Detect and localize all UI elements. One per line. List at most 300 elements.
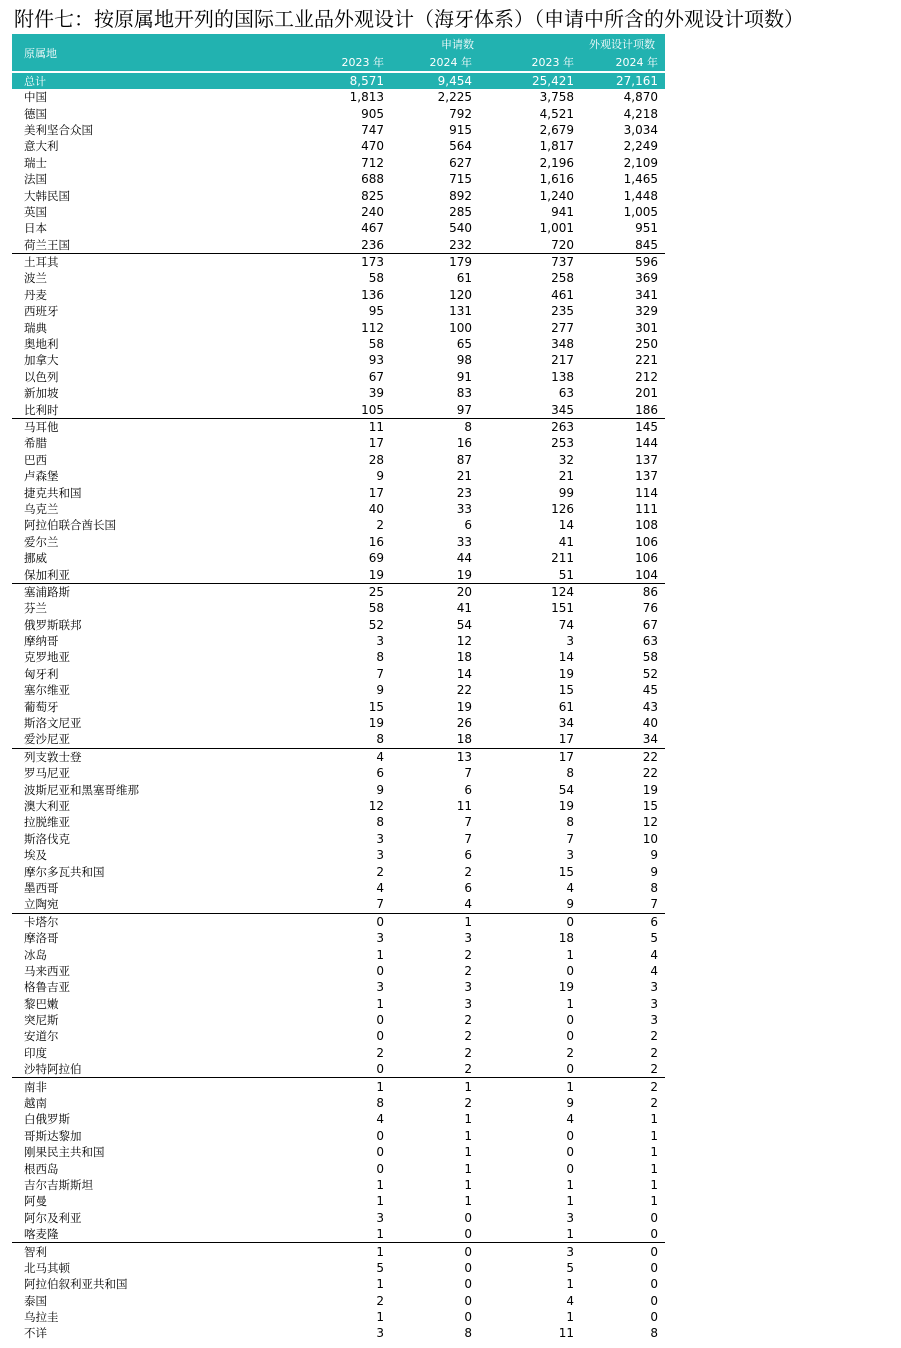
origin-name: 列支敦士登 [24, 749, 82, 764]
designs-2023: 348 [551, 337, 574, 352]
table-row [12, 617, 665, 633]
designs-2023: 461 [551, 287, 574, 302]
table-row [12, 715, 665, 731]
origin-name: 加拿大 [24, 353, 59, 368]
designs-2024: 2,109 [623, 155, 658, 170]
designs-2024: 0 [650, 1260, 658, 1275]
total-apps-2024: 9,454 [391, 73, 479, 89]
apps-2023: 4 [376, 880, 384, 895]
designs-by-origin-table [12, 34, 665, 1342]
total-label: 总计 [12, 73, 312, 89]
apps-2023: 1 [376, 1177, 384, 1192]
designs-2023: 32 [558, 452, 574, 467]
designs-2024: 2 [650, 1045, 658, 1060]
apps-2023: 17 [368, 485, 384, 500]
table-row [12, 1309, 665, 1325]
designs-2023: 126 [551, 501, 574, 516]
apps-2023: 9 [376, 683, 384, 698]
apps-2024: 4 [391, 896, 479, 913]
apps-2023: 7 [312, 896, 391, 913]
designs-2024: 0 [650, 1210, 658, 1225]
apps-2024: 0 [391, 1226, 479, 1243]
designs-2024: 1,005 [623, 204, 658, 219]
table-row [12, 534, 665, 550]
designs-2024: 114 [635, 485, 658, 500]
designs-2024: 9 [650, 864, 658, 879]
origin-name: 奥地利 [24, 337, 59, 352]
apps-2024: 540 [449, 221, 472, 236]
apps-2023: 9 [376, 782, 384, 797]
apps-2023: 236 [312, 237, 391, 254]
table-row [12, 171, 665, 187]
header-origin: 原属地 [12, 34, 312, 71]
designs-2023: 211 [551, 551, 574, 566]
designs-2024: 3 [650, 1013, 658, 1028]
designs-2023: 2,679 [539, 122, 574, 137]
designs-2024: 2 [581, 1061, 665, 1078]
designs-2024: 212 [635, 369, 658, 384]
origin-name: 英国 [24, 204, 47, 219]
table-row [12, 89, 665, 105]
designs-2023: 235 [551, 304, 574, 319]
designs-2024: 5 [650, 931, 658, 946]
origin-name: 葡萄牙 [24, 699, 59, 714]
apps-2023: 747 [361, 122, 384, 137]
designs-2024: 1 [650, 1128, 658, 1143]
header-apps-2023: 2023 年 [312, 53, 391, 71]
apps-2024: 98 [456, 353, 472, 368]
apps-2024: 2 [464, 864, 472, 879]
table-row [12, 418, 665, 435]
apps-2024: 915 [449, 122, 472, 137]
designs-2024: 12 [642, 815, 658, 830]
apps-2024: 97 [391, 401, 479, 418]
apps-2023: 19 [368, 716, 384, 731]
apps-2024: 2 [464, 1029, 472, 1044]
designs-2023: 124 [551, 584, 574, 599]
apps-2023: 6 [376, 766, 384, 781]
designs-2024: 22 [642, 766, 658, 781]
apps-2024: 1 [464, 914, 472, 929]
origin-name: 越南 [24, 1096, 47, 1111]
table-row [12, 698, 665, 714]
apps-2024: 91 [456, 369, 472, 384]
designs-2024: 4 [650, 947, 658, 962]
apps-2024: 87 [456, 452, 472, 467]
origin-name: 澳大利亚 [24, 798, 70, 813]
apps-2023: 1 [312, 1226, 391, 1243]
apps-2024: 627 [449, 155, 472, 170]
apps-2023: 0 [312, 1061, 391, 1078]
apps-2023: 7 [376, 666, 384, 681]
apps-2023: 0 [376, 963, 384, 978]
table-row [12, 253, 665, 270]
apps-2024: 564 [449, 139, 472, 154]
designs-2024: 1 [650, 1161, 658, 1176]
designs-2023: 61 [558, 699, 574, 714]
apps-2023: 8 [312, 731, 391, 748]
designs-2024: 8 [650, 880, 658, 895]
origin-name: 格鲁吉亚 [24, 980, 70, 995]
origin-name: 黎巴嫩 [24, 996, 59, 1011]
apps-2024: 12 [456, 634, 472, 649]
apps-2024: 131 [449, 304, 472, 319]
apps-2023: 15 [368, 699, 384, 714]
header-apps-2024: 2024 年 [391, 53, 479, 71]
apps-2023: 8 [376, 1096, 384, 1111]
apps-2024: 3 [464, 996, 472, 1011]
designs-2023: 19 [558, 798, 574, 813]
origin-name: 卢森堡 [24, 469, 59, 484]
table-row [12, 1325, 665, 1341]
origin-name: 德国 [24, 106, 47, 121]
designs-2024: 1 [650, 1112, 658, 1127]
designs-2023: 21 [558, 469, 574, 484]
apps-2024: 3 [464, 931, 472, 946]
designs-2024: 2 [650, 1096, 658, 1111]
table-row [12, 319, 665, 335]
apps-2023: 4 [376, 1112, 384, 1127]
table-row [12, 814, 665, 830]
apps-2023: 5 [376, 1260, 384, 1275]
apps-2024: 54 [456, 617, 472, 632]
designs-2023: 5 [566, 1260, 574, 1275]
table-row [12, 204, 665, 220]
designs-2023: 1 [566, 996, 574, 1011]
table-row [12, 1078, 665, 1095]
designs-2024: 1 [650, 1177, 658, 1192]
origin-name: 乌克兰 [24, 501, 59, 516]
table-row [12, 930, 665, 946]
apps-2024: 33 [456, 534, 472, 549]
designs-2023: 17 [479, 731, 581, 748]
table-row [12, 600, 665, 616]
table-row [12, 913, 665, 930]
designs-2023: 9 [479, 896, 581, 913]
designs-2023: 1,001 [539, 221, 574, 236]
table-row [12, 501, 665, 517]
origin-name: 根西岛 [24, 1161, 59, 1176]
apps-2024: 14 [456, 666, 472, 681]
apps-2024: 21 [456, 469, 472, 484]
designs-2023: 17 [558, 749, 574, 764]
designs-2023: 0 [479, 1061, 581, 1078]
apps-2023: 3 [376, 1210, 384, 1225]
table-row [12, 1128, 665, 1144]
designs-2024: 67 [642, 617, 658, 632]
apps-2023: 1 [376, 1310, 384, 1325]
designs-2023: 720 [479, 237, 581, 254]
apps-2023: 93 [368, 353, 384, 368]
apps-2024: 1 [464, 1194, 472, 1209]
origin-name: 塞浦路斯 [24, 584, 70, 599]
apps-2024: 0 [464, 1260, 472, 1275]
designs-2024: 1 [650, 1194, 658, 1209]
designs-2023: 3 [566, 848, 574, 863]
designs-2024: 186 [581, 401, 665, 418]
designs-2024: 8 [650, 1326, 658, 1341]
table-row [12, 352, 665, 368]
apps-2023: 3 [376, 848, 384, 863]
designs-2023: 9 [566, 1096, 574, 1111]
apps-2024: 41 [456, 601, 472, 616]
total-designs-2024: 27,161 [581, 73, 665, 89]
apps-2023: 17 [368, 436, 384, 451]
apps-2024: 83 [456, 386, 472, 401]
origin-name: 俄罗斯联邦 [24, 617, 82, 632]
table-row [12, 583, 665, 600]
designs-2023: 74 [558, 617, 574, 632]
table-row [12, 220, 665, 236]
origin-name: 巴西 [24, 452, 47, 467]
designs-2024: 111 [635, 501, 658, 516]
table-row [12, 1276, 665, 1292]
designs-2023: 8 [566, 766, 574, 781]
table-row [12, 1061, 665, 1078]
designs-2023: 1 [566, 1079, 574, 1094]
designs-2024: 137 [635, 469, 658, 484]
table-row [12, 1210, 665, 1226]
apps-2023: 40 [368, 501, 384, 516]
apps-2024: 8 [464, 420, 472, 434]
apps-2024: 19 [456, 699, 472, 714]
apps-2023: 1 [376, 1079, 384, 1094]
header-designs-2023: 2023 年 [479, 53, 581, 71]
apps-2023: 470 [361, 139, 384, 154]
designs-2024: 52 [642, 666, 658, 681]
designs-2024: 106 [635, 534, 658, 549]
designs-2024: 4,218 [623, 106, 658, 121]
designs-2023: 63 [558, 386, 574, 401]
origin-name: 马来西亚 [24, 963, 70, 978]
table-row [12, 385, 665, 401]
designs-2024: 4 [650, 963, 658, 978]
designs-2023: 0 [566, 914, 574, 929]
designs-2023: 18 [558, 931, 574, 946]
apps-2024: 1 [464, 1145, 472, 1160]
table-row [12, 1111, 665, 1127]
origin-name: 冰岛 [24, 947, 47, 962]
origin-name: 阿曼 [24, 1194, 47, 1209]
apps-2023: 825 [361, 188, 384, 203]
apps-2023: 67 [368, 369, 384, 384]
designs-2024: 7 [581, 896, 665, 913]
origin-name: 法国 [24, 172, 47, 187]
designs-2024: 10 [642, 831, 658, 846]
designs-2024: 15 [642, 798, 658, 813]
designs-2024: 137 [635, 452, 658, 467]
origin-name: 北马其顿 [24, 1260, 70, 1275]
designs-2024: 19 [642, 782, 658, 797]
apps-2023: 16 [368, 534, 384, 549]
designs-2023: 8 [566, 815, 574, 830]
apps-2023: 9 [376, 469, 384, 484]
apps-2024: 715 [449, 172, 472, 187]
apps-2023: 19 [312, 566, 391, 583]
designs-2023: 941 [551, 204, 574, 219]
origin-name: 瑞士 [24, 155, 47, 170]
table-row [12, 287, 665, 303]
origin-name: 捷克共和国 [24, 485, 82, 500]
designs-2023: 1 [566, 1277, 574, 1292]
origin-name: 斯洛伐克 [24, 831, 70, 846]
origin-name: 卡塔尔 [24, 914, 59, 929]
designs-2024: 58 [642, 650, 658, 665]
apps-2024: 33 [456, 501, 472, 516]
table-row [12, 649, 665, 665]
origin-name: 中国 [24, 90, 47, 105]
apps-2023: 8 [376, 650, 384, 665]
designs-2023: 0 [566, 1013, 574, 1028]
apps-2023: 52 [368, 617, 384, 632]
apps-2024: 20 [456, 584, 472, 599]
apps-2024: 120 [449, 287, 472, 302]
designs-2023: 277 [551, 320, 574, 335]
designs-2023: 7 [566, 831, 574, 846]
origin-name: 美利坚合众国 [24, 122, 93, 137]
designs-2023: 15 [558, 683, 574, 698]
apps-2024: 0 [464, 1310, 472, 1325]
designs-2023: 19 [558, 666, 574, 681]
designs-2024: 3 [650, 980, 658, 995]
apps-2023: 1 [376, 1277, 384, 1292]
apps-2023: 58 [368, 337, 384, 352]
origin-name: 新加坡 [24, 386, 59, 401]
origin-name: 埃及 [24, 848, 47, 863]
apps-2023: 2 [376, 518, 384, 533]
designs-2023: 51 [479, 566, 581, 583]
apps-2024: 16 [456, 436, 472, 451]
table-row [12, 847, 665, 863]
apps-2024: 11 [456, 798, 472, 813]
origin-name: 刚果民主共和国 [24, 1145, 105, 1160]
total-apps-2023: 8,571 [312, 73, 391, 89]
designs-2024: 1,448 [623, 188, 658, 203]
designs-2024: 108 [635, 518, 658, 533]
origin-name: 保加利亚 [12, 566, 312, 583]
origin-name: 阿尔及利亚 [24, 1210, 82, 1225]
apps-2023: 58 [368, 601, 384, 616]
apps-2024: 0 [464, 1277, 472, 1292]
table-row [12, 1095, 665, 1111]
apps-2024: 6 [464, 848, 472, 863]
designs-2023: 138 [551, 369, 574, 384]
table-row [12, 452, 665, 468]
apps-2023: 240 [361, 204, 384, 219]
designs-2023: 4 [566, 1293, 574, 1308]
origin-name: 瑞典 [24, 320, 47, 335]
table-row [12, 880, 665, 896]
apps-2023: 688 [361, 172, 384, 187]
apps-2023: 25 [368, 584, 384, 599]
apps-2023: 2 [376, 1045, 384, 1060]
designs-2024: 0 [650, 1310, 658, 1325]
designs-2024: 34 [581, 731, 665, 748]
origin-name: 爱沙尼亚 [12, 731, 312, 748]
table-row [12, 1293, 665, 1309]
apps-2023: 69 [368, 551, 384, 566]
apps-2023: 28 [368, 452, 384, 467]
designs-2023: 14 [558, 650, 574, 665]
origin-name: 摩洛哥 [24, 931, 59, 946]
designs-2023: 0 [566, 1029, 574, 1044]
designs-2024: 4,870 [623, 90, 658, 105]
apps-2024: 7 [464, 831, 472, 846]
designs-2023: 1 [566, 1310, 574, 1325]
apps-2024: 1 [464, 1161, 472, 1176]
apps-2024: 65 [456, 337, 472, 352]
apps-2023: 136 [361, 287, 384, 302]
designs-2023: 4,521 [539, 106, 574, 121]
table-row [12, 863, 665, 879]
origin-name: 沙特阿拉伯 [12, 1061, 312, 1078]
apps-2023: 11 [368, 420, 384, 434]
apps-2023: 0 [376, 1145, 384, 1160]
origin-name: 斯洛文尼亚 [24, 716, 82, 731]
designs-2024: 63 [642, 634, 658, 649]
table-row [12, 1028, 665, 1044]
table-row [12, 105, 665, 121]
designs-2023: 3 [566, 634, 574, 649]
origin-name: 罗马尼亚 [24, 766, 70, 781]
table-row [12, 633, 665, 649]
table-row [12, 1012, 665, 1028]
table-row [12, 468, 665, 484]
apps-2023: 467 [361, 221, 384, 236]
table-row [12, 1045, 665, 1061]
designs-2024: 201 [635, 386, 658, 401]
table-row [12, 566, 665, 583]
table-header [12, 34, 665, 71]
apps-2023: 105 [312, 401, 391, 418]
designs-2024: 2,249 [623, 139, 658, 154]
apps-2024: 26 [456, 716, 472, 731]
designs-2024: 43 [642, 699, 658, 714]
apps-2023: 1 [376, 1244, 384, 1259]
apps-2023: 0 [376, 1013, 384, 1028]
table-row [12, 435, 665, 451]
apps-2024: 18 [456, 650, 472, 665]
origin-name: 拉脱维亚 [24, 815, 70, 830]
apps-2024: 1 [464, 1112, 472, 1127]
table-row [12, 550, 665, 566]
origin-name: 立陶宛 [12, 896, 312, 913]
table-row [12, 270, 665, 286]
designs-2023: 2,196 [539, 155, 574, 170]
designs-2023: 1 [566, 1194, 574, 1209]
apps-2023: 58 [368, 271, 384, 286]
apps-2023: 3 [376, 980, 384, 995]
designs-2023: 1,817 [539, 139, 574, 154]
table-row [12, 187, 665, 203]
apps-2024: 6 [464, 782, 472, 797]
table-row [12, 963, 665, 979]
designs-2024: 0 [581, 1226, 665, 1243]
designs-2023: 1 [566, 947, 574, 962]
origin-name: 白俄罗斯 [24, 1112, 70, 1127]
origin-name: 日本 [24, 221, 47, 236]
designs-2024: 329 [635, 304, 658, 319]
page-title: 附件七：按原属地开列的国际工业品外观设计（海牙体系）（申请中所含的外观设计项数） [14, 7, 804, 31]
table-row [12, 748, 665, 765]
apps-2023: 1 [376, 1194, 384, 1209]
designs-2024: 221 [635, 353, 658, 368]
designs-2023: 0 [566, 1161, 574, 1176]
apps-2024: 2 [464, 1045, 472, 1060]
origin-name: 安道尔 [24, 1029, 59, 1044]
table-row [12, 122, 665, 138]
table-row [12, 896, 665, 913]
